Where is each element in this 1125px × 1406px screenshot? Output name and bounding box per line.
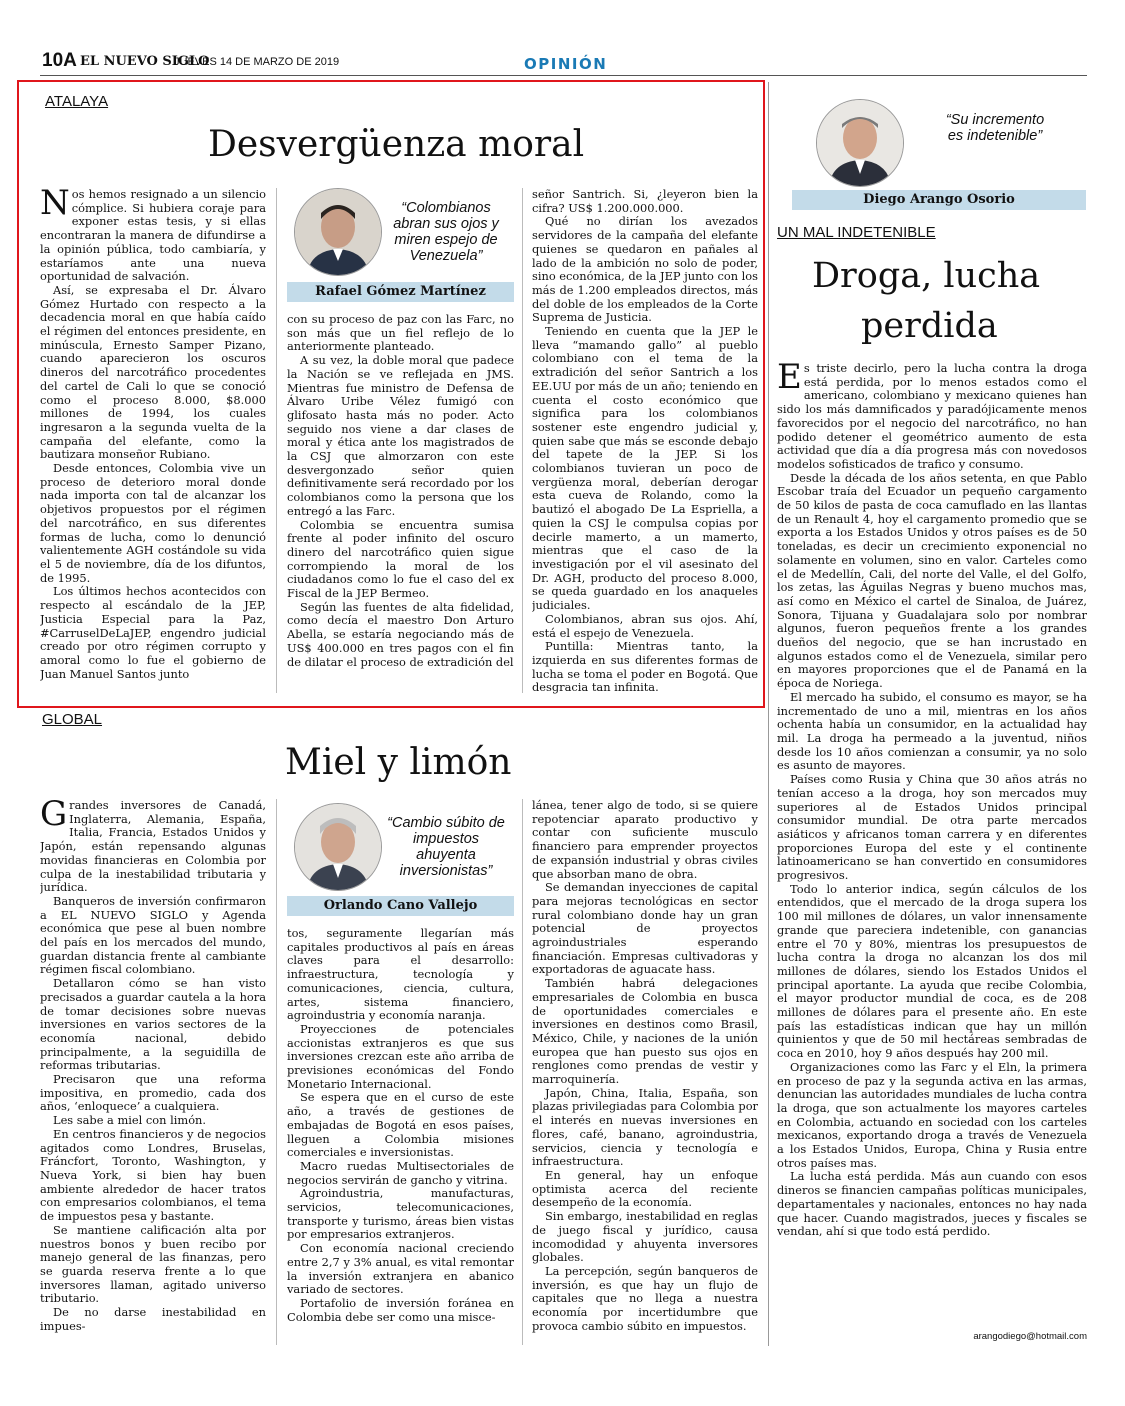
paragraph: Banqueros de inversión confirmaron a EL NUEVO SIGLO y Agenda económica que pese al buen nombre del país en los mercados del mundo, guardan distancia frente al cambiante régimen fiscal colombiano.: [40, 893, 266, 977]
article1-col2: [287, 313, 514, 693]
paper-name: EL NUEVO SIGLO: [80, 54, 210, 69]
article3-kicker: UN MAL INDETENIBLE: [777, 224, 936, 241]
article1-col1: [40, 188, 266, 694]
column-divider: [522, 799, 523, 1345]
paragraph: Todo lo anterior indica, según cálculos de los entendidos, que el mercado de la droga supera los 100 mil millones de dólares, un valor innensamente grande que pareciera indetenible, con ganancias entre el 70 y 80%, mientras los presupuestos de lucha contra la droga no alcanzan los dos mil millones de dólares, siendo los Estados Unidos el principal aportante. La ayuda que recibe Colombia, el mayor productor mundial de coca, es de 208 millones de dólares para el presente año. En este país las estadísticas indican que hay un millón quinientos y que de 50 mil hectáreas sembradas de coca en 2010, hoy 9 años después hay 200 mil.: [777, 881, 1087, 1061]
author-email: arangodiego@hotmail.com: [973, 1331, 1087, 1342]
paragraph: Desde la década de los años setenta, en que Pablo Escobar traía del Ecuador un pequeño cargamento de 50 kilos de pasta de coca camuflado en las llantas de un Renault 4, hoy el cargamento promedio que se exporta a los Estados Unidos y otros países es de 50 toneladas, es decir un crecimiento exponencial no solamente en volumen, sino en valor. Carteles como el de Medellín, Cali, del norte del Valle, el del Golfo, los zetas, las Águilas Negras y bueno muchos mas, así como en México el cartel de Sinaloa, de Juárez, Sonora, Tijuana y Guadalajara solo por nombrar algunos, fueron pequeños frente a los grandes dueños del negocio, que se han incrustado en algunos estados como el de Venezuela, similar pero en mayores proporciones que el de Panamá en la época de Noriega.: [777, 470, 1087, 691]
paragraph: Puntilla: Mientras tanto, la izquierda en sus diferentes formas de lucha se toma el poder en Bogotá. Que desgracia tan infinita.: [532, 639, 758, 694]
paragraph: La lucha está perdida. Más aun cuando con esos dineros se financien campañas políticas municipales, departamentales y nacionales, entonces no hay nada que hacer. Cuando magistrados, jueces y fiscales se vendan, ahí si que todo está perdido.: [777, 1169, 1087, 1239]
article1-kicker: ATALAYA: [45, 93, 109, 110]
author-photo: [816, 99, 904, 187]
paragraph: También habrá delegaciones empresariales de Colombia en busca de oportunidades comerciales e inversiones en destinos como Brasil, México, Chile, y naciones de la unión europea que han puesto sus ojos en renglones como prendas de vestir y marroquinería.: [532, 976, 758, 1087]
article2-col1: [40, 799, 266, 1346]
column-divider: [276, 799, 277, 1345]
paragraph: Grandes inversores de Canadá, Inglaterra, Alemania, España, Italia, Francia, Estados Unidos y Japón, están repensando algunas movidas financieras en Colombia por culpa de la inestabilidad tributaria y jurídica.: [40, 799, 266, 895]
paragraph: Según las fuentes de alta fidelidad, como decía el maestro Don Arturo Abella, se estaría negociando más de US$ 400.000 en tres pagos con el fin de dilatar el proceso de extradición del: [287, 599, 514, 669]
article3-pull-quote: “Su incremento es indetenible”: [945, 112, 1045, 144]
article2-col3: [532, 799, 758, 1346]
paragraph: Teniendo en cuenta que la JEP le lleva “mamando gallo” al pueblo colombiano con el tema de la extradición del señor Santrich a los EE.UU por más de un año; teniendo en cuenta el costo económico que significa para los colombianos sostener este engendro judicial y, quien sabe que más se esconde debajo del tapete de la JEP. Si los colombianos tuvieran un poco de vergüenza moral, deberían derogar esta cueva de Rolando, como la bautizó el abogado De La Espriella, a quien la CSJ le compulsa copias por decirle mamerto, a un mamerto, mientras que el caso de la investigación por el vil asesinato del Dr. AGH, producto del proceso 8.000, se queda guardado en los anaqueles judiciales.: [532, 324, 758, 613]
paragraph: Nos hemos resignado a un silencio cómplice. Si hubiera coraje para exponer estas tesis, y si ellas encontraran la manera de difundirse a la opinión pública, todo cambiaría, y estaríamos ante una nueva oportunidad de salvación.: [40, 188, 266, 284]
paragraph: En general, hay un enfoque optimista acerca del reciente desempeño de la economía.: [532, 1167, 758, 1210]
paragraph: Los últimos hechos acontecidos con respecto al escándalo de la JEP, Justicia Especial para la Paz, #CarruselDeLaJEP, engendro judicial creado por otro régimen corrupto y amoral como lo fue el gobierno de Juan Manuel Santos junto: [40, 584, 266, 681]
article2-author-bar: Orlando Cano Vallejo: [287, 896, 514, 916]
paragraph: Así, se expresaba el Dr. Álvaro Gómez Hurtado con respecto a la decadencia moral en que había caído el régimen del entonces presidente, en minúscula, Ernesto Samper Pizano, cuando aparecieron los oscuros dineros del narcotráfico procedentes del cartel de Cali lo que se conoció como el proceso 8.000, $8.000 millones de 1994, los cuales ingresaron a la segunda vuelta de la campaña del elefante, como la bautizara monseñor Rubiano.: [40, 282, 266, 462]
paragraph: Organizaciones como las Farc y el Eln, la primera en proceso de paz y la segunda activa en las armas, denuncian las autoridades mundiales de lucha contra la droga, que son actualmente los mayores carteles en Colombia, actuando en sociedad con los carteles mexicanos, exportando droga a través de Venezuela a los Estados Unidos, Europa, China y Rusia entre otros países mas.: [777, 1059, 1087, 1170]
portrait-icon: [817, 100, 903, 186]
article3-body: [777, 362, 1087, 1328]
paragraph: Se demandan inyecciones de capital para mejoras tecnológicas en sector rural colombiano donde hay un gran potencial de proyectos agroindustriales esperando financiación. Empresas cultivadoras y exportadoras de aguacate hass.: [532, 880, 758, 977]
paragraph: Es triste decirlo, pero la lucha contra la droga está perdida, por lo menos estados como el americano, colombiano y mexicano quienes han sido los más damnificados y paradójicamente menos favorecidos por el negocio del narcotráfico, no han podido detener el geométrico aumento de esta actividad que día a día progresa más con novedosos modelos sofisticados de trafico y consumo.: [777, 362, 1087, 471]
article3-headline-line2: perdida: [861, 306, 998, 346]
paragraph: Les sabe a miel con limón.: [53, 1113, 207, 1128]
column-divider: [276, 188, 277, 693]
paragraph: Qué no dirían los avezados servidores de la campaña del elefante quienes se quedaron en pañales al lado de la ambición no solo de poder, sino económica, de la JEP junto con los más de 1.200 empleados directos, más del doble de los empleados de la Corte Suprema de Justicia.: [532, 214, 758, 325]
paragraph: lánea, tener algo de todo, si se quiere repotenciar aparato productivo y contar con suficiente musculo financiero para emprender proyectos de expansión industrial y obras civiles que absorban mano de obra.: [532, 799, 758, 881]
paragraph: El mercado ha subido, el consumo es mayor, se ha incrementado de uno a mil, mientras en los años ochenta había un consumidor, en la actualidad hay mil. La droga ha permeado a la juventud, niños desde los 10 años comienzan a consumir, ya no solo es asunto de mayores.: [777, 689, 1087, 773]
paragraph: En centros financieros y de negocios agitados como Londres, Bruselas, Fráncfort, Toronto, Washington, y Nueva York, si bien hay buen ambiente alrededor de hacer tratos con empresarios colombianos, el tema de impuestos pesa y bastante.: [40, 1126, 266, 1224]
paragraph: tos, seguramente llegarían más capitales productivos al país en áreas claves para el desarrollo: infraestructura, tecnología y comunicaciones, ciencia, cultura, artes, sistema financiero, agroindustria y economía naranja.: [287, 927, 514, 1023]
paragraph: Macro ruedas Multisectoriales de negocios servirán de gancho y vitrina.: [287, 1158, 514, 1187]
paragraph: Sin embargo, inestabilidad en reglas de juego fiscal y jurídico, causa incomodidad y ahuyenta inversores globales.: [532, 1209, 758, 1265]
article1-author-bar: Rafael Gómez Martínez: [287, 282, 514, 302]
paragraph: Desde entonces, Colombia vive un proceso de deterioro moral donde nada importa con tal de alcanzar los objetivos propuestos por el régimen del narcotráfico, en sus diferentes formas de lucha, como lo denunció valientemente AGH costándole su vida el 5 de noviembre, día de los difuntos, de 1995.: [40, 461, 266, 585]
article1-headline: Desvergüenza moral: [208, 124, 585, 165]
column-divider: [522, 188, 523, 693]
article2-headline: Miel y limón: [285, 742, 512, 783]
paragraph: Agroindustria, manufacturas, servicios, telecomunicaciones, transporte y turismo, áreas bien vistas por empresarios extranjeros.: [287, 1186, 514, 1242]
article1-col3: [532, 188, 758, 694]
paragraph: con su proceso de paz con las Farc, no son más que un fiel reflejo de lo anteriormente planteado.: [287, 313, 514, 354]
paragraph: Colombianos, abran sus ojos. Ahí, está el espejo de Venezuela.: [532, 611, 758, 640]
author-photo: [294, 188, 382, 276]
paragraph: De no darse inestabilidad en impues-: [40, 1305, 266, 1333]
paragraph: La percepción, según banqueros de inversión, es que hay un flujo de capitales que no llega a nuestra economía por incertidumbre que provoca cambio súbito en impuestos.: [532, 1263, 758, 1333]
paragraph: Japón, China, Italia, España, son plazas privilegiadas para Colombia por el interés en nuevas inversiones en flores, café, banano, agroindustria, servicios, ciencia y tecnología e infraestructura.: [532, 1085, 758, 1169]
paragraph: Se mantiene calificación alta por nuestros bonos y buen recibo por manejo general de las finanzas, pero se guarda reserva frente a lo que inversores llaman, agitado universo tributario.: [40, 1222, 266, 1306]
section-name: OPINIÓN: [524, 55, 608, 73]
article3-author-bar: Diego Arango Osorio: [792, 190, 1086, 210]
column-divider: [768, 82, 769, 1346]
paragraph: Portafolio de inversión foránea en Colombia debe ser como una misce-: [287, 1295, 514, 1324]
paragraph: Con economía nacional creciendo entre 2,7 y 3% anual, es vital remontar la inversión extranjera en abanico variado de sectores.: [287, 1241, 514, 1297]
page-number: 10A: [42, 50, 77, 71]
paragraph: Colombia se encuentra sumisa frente al poder infinito del oscuro dinero del narcotráfico quien sigue corrompiendo la moral de los ciudadanos como lo fue el caso del ex Fiscal de la JEP Bermeo.: [287, 517, 514, 601]
article2-col2: [287, 927, 514, 1346]
issue-date: JUEVES 14 DE MARZO DE 2019: [174, 56, 340, 68]
paragraph: A su vez, la doble moral que padece la Nación se ve reflejada en JMS. Mientras fue ministro de Defensa de Álvaro Uribe Vélez fumigó con glifosato hasta más no poder. Acto seguido nos viene a dar clases de moral y ética ante los magistrados de la CSJ que almorzaron con este desvergonzado señor quien definitivamente será recordado por los colombianos como la persona que los entregó a las Farc.: [287, 353, 514, 518]
paragraph: Precisaron que una reforma impositiva, en promedio, cada dos años, ‘enloquece’ a cualquiera.: [40, 1072, 266, 1114]
paragraph: señor Santrich. Si, ¿leyeron bien la cifra? US$ 1.200.000.000.: [532, 188, 758, 215]
article1-pull-quote: “Colombianos abran sus ojos y miren espejo de Venezuela”: [393, 200, 499, 264]
article2-pull-quote: “Cambio súbito de impuestos ahuyenta inversionistas”: [387, 815, 505, 879]
paragraph: Detallaron cómo se han visto precisados a guardar cautela a la hora de tomar decisiones sobre nuevas inversiones en varios sectores de la economía nacional, debido principalmente, a la seguidilla de reformas tributarias.: [40, 976, 266, 1073]
paragraph: Se espera que en el curso de este año, a través de gestiones de embajadas de Bogotá en esos países, lleguen a Colombia misiones comerciales e inversionistas.: [287, 1090, 514, 1160]
author-photo: [294, 803, 382, 891]
article3-headline-line1: Droga, lucha: [812, 256, 1041, 296]
article2-kicker: GLOBAL: [42, 711, 103, 728]
header-rule: [40, 75, 1087, 76]
portrait-icon: [295, 804, 381, 890]
paragraph: Proyecciones de potenciales accionistas extranjeros es que sus inversiones crezcan este año arriba de previsiones económicas del Fondo Monetario Internacional.: [287, 1021, 514, 1091]
paragraph: Países como Rusia y China que 30 años atrás no tenían acceso a la droga, hoy son mercados muy superiores al de Estados Unidos principal consumidor mundial. De otra parte mercados asiáticos y africanos toman carrera y en diferentes proporciones Europa del este y el continente latinoamericano se han convertido en consumidores progresivos.: [777, 772, 1087, 883]
portrait-icon: [295, 189, 381, 275]
